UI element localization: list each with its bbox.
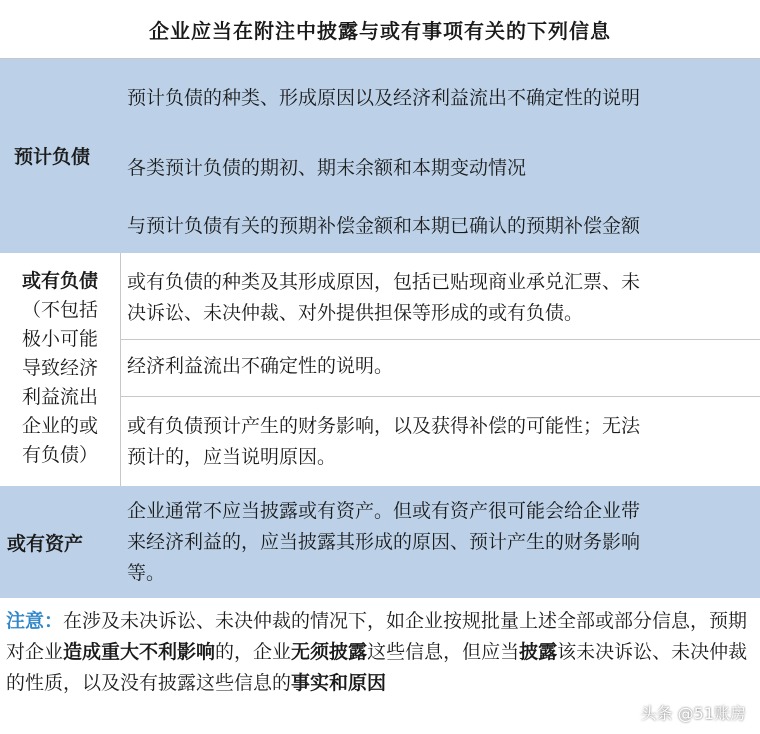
watermark: [641, 701, 746, 724]
note-text: 在涉及未决诉讼、未决仲裁的情况下，如企业按规批量上述全部或部分信息，预期对企业: [6, 610, 748, 663]
label-note-line: 极小可能: [21, 328, 98, 350]
label-note-line: 企业的或: [21, 415, 98, 437]
label-note-line: （不包括: [21, 299, 98, 321]
asset-line: 企业通常不应当披露或有资产。但或有资产很可能会给企业带: [127, 500, 641, 522]
provisions-section: [0, 59, 760, 253]
row-divider: [120, 396, 760, 397]
item-line: 或有负债预计产生的财务影响，以及获得补偿的可能性；无法: [127, 415, 641, 437]
row-divider: [120, 339, 760, 340]
item-line: 经济利益流出不确定性的说明。: [127, 355, 394, 377]
note-text: 这些信息，但应当: [367, 641, 520, 663]
contingent-liabilities-label: [0, 267, 120, 470]
contingent-assets-section: [0, 486, 760, 598]
label-note-line: 有负债）: [21, 444, 98, 466]
contingent-liabilities-title: 或有负债: [21, 270, 98, 292]
contingent-assets-label: 或有资产: [7, 533, 84, 555]
provisions-item-2: 各类预计负债的期初、期末余额和本期变动情况: [127, 157, 527, 179]
asset-line: 等。: [127, 562, 166, 584]
note-emphasis: 披露: [519, 641, 558, 663]
item-line: 决诉讼、未决仲裁、对外提供担保等形成的或有负债。: [127, 302, 584, 324]
table-title: 企业应当在附注中披露与或有事项有关的下列信息: [0, 0, 760, 59]
note-emphasis: 造成重大不利影响: [63, 641, 216, 663]
contingent-liability-item-3: [127, 411, 640, 473]
watermark-text: 头条 @51账房: [640, 704, 746, 723]
contingent-liability-item-1: [127, 267, 640, 329]
contingent-liability-item-2: [127, 351, 393, 382]
asset-line: 来经济利益的，应当披露其形成的原因、预计产生的财务影响: [127, 531, 641, 553]
contingent-liabilities-section: [0, 253, 760, 486]
item-line: 或有负债的种类及其形成原因，包括已贴现商业承兑汇票、未: [127, 271, 641, 293]
provisions-label: 预计负债: [14, 146, 91, 168]
note-text: 该未决诉讼、未决仲裁的性质，以及没有披露这些信息的: [6, 641, 748, 694]
provisions-item-1: 预计负债的种类、形成原因以及经济利益流出不确定性的说明: [127, 87, 641, 109]
label-note-line: 利益流出: [21, 386, 98, 408]
note-emphasis: 无须披露: [291, 641, 368, 663]
item-line: 预计的，应当说明原因。: [127, 446, 337, 468]
note-emphasis: 事实和原因: [291, 672, 387, 694]
label-note-line: 导致经济: [21, 357, 98, 379]
provisions-item-3: 与预计负债有关的预期补偿金额和本期已确认的预期补偿金额: [127, 215, 641, 237]
note-text: 的，企业: [215, 641, 292, 663]
column-divider: [120, 253, 121, 486]
contingent-assets-text: [127, 496, 640, 589]
note-lead: 注意：: [6, 610, 64, 632]
note-paragraph: [6, 606, 754, 699]
